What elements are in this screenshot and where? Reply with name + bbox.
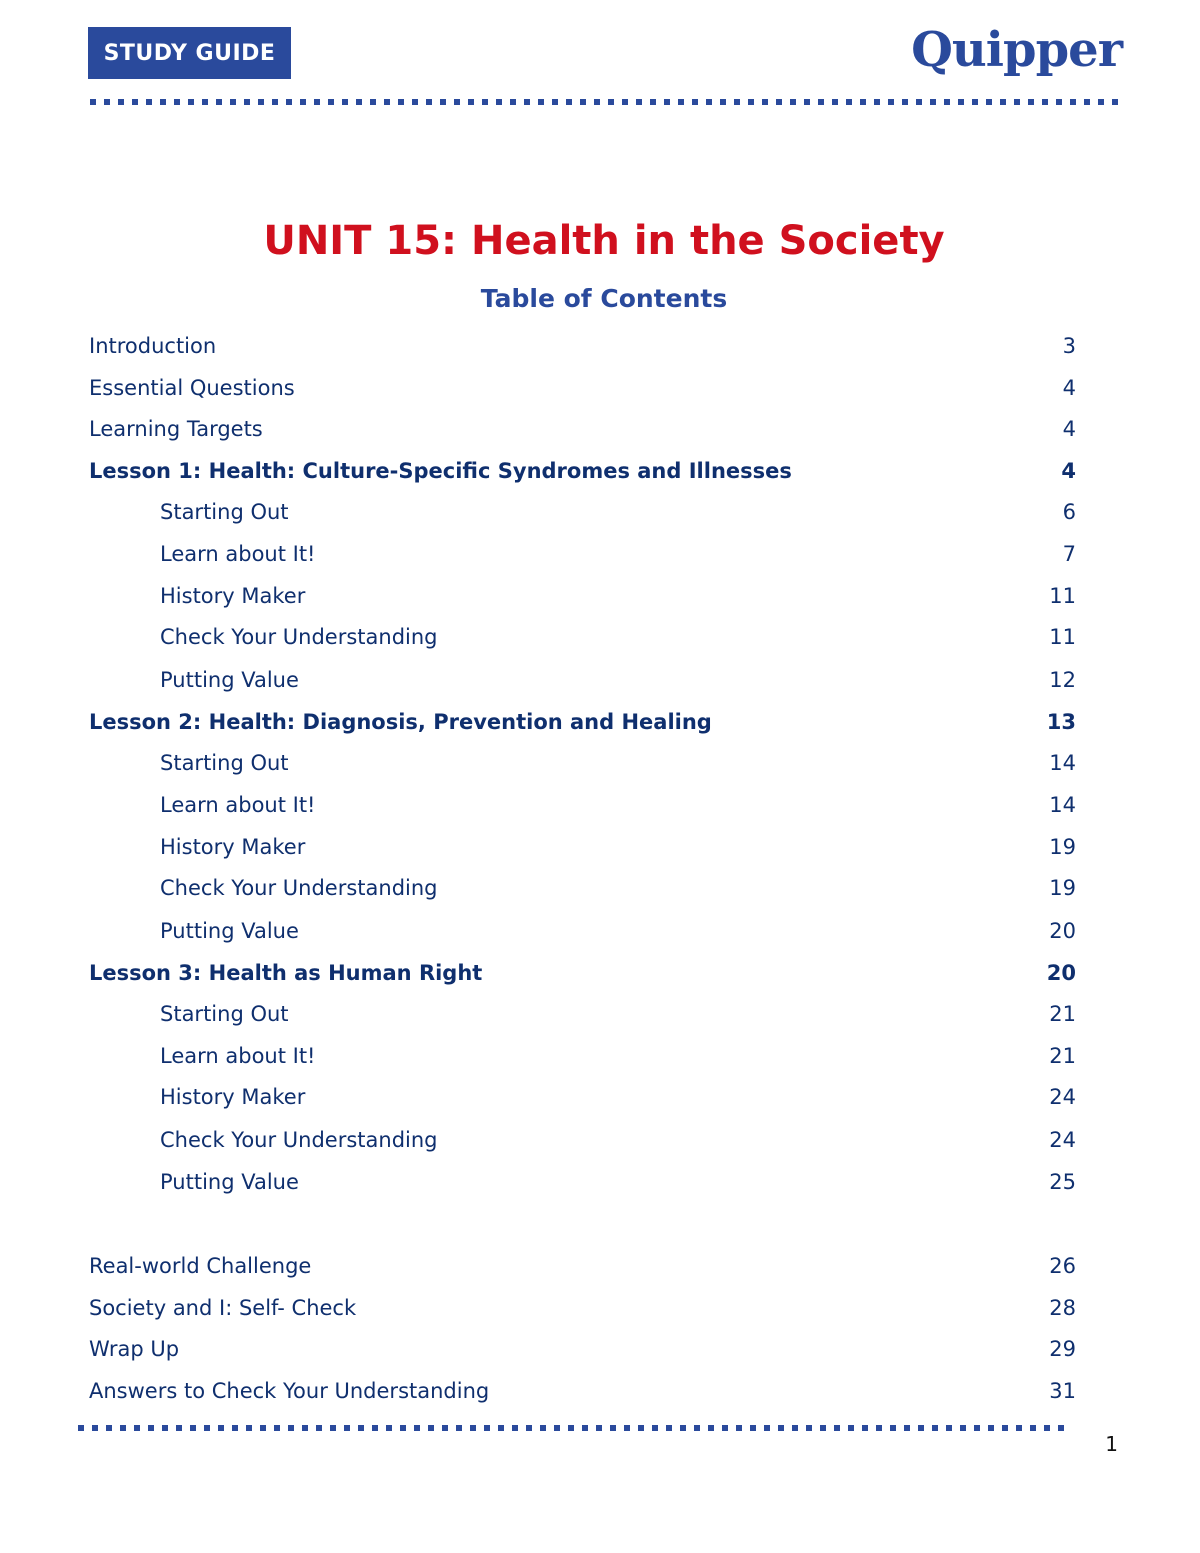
toc-subentry [160, 622, 1076, 652]
toc-entry-label: Essential Questions [89, 376, 295, 400]
toc-entry-label: Check Your Understanding [160, 625, 438, 649]
toc-subentry [160, 665, 1076, 695]
toc-entry-page: 4 [1061, 459, 1076, 483]
toc-heading: Table of Contents [480, 284, 728, 313]
toc-subentry [160, 497, 1076, 527]
header-divider [90, 99, 1122, 105]
unit-name: Health in the Society [471, 218, 945, 264]
toc-entry-label: Lesson 3: Health as Human Right [89, 961, 483, 985]
toc-entry-label: History Maker [160, 584, 306, 608]
toc-entry-label: History Maker [160, 835, 306, 859]
toc-subentry [160, 581, 1076, 611]
toc-entry-label: Real-world Challenge [89, 1254, 312, 1278]
quipper-logo: Quipper [911, 22, 1122, 78]
toc-entry-page: 20 [1049, 919, 1076, 943]
toc-subentry [160, 916, 1076, 946]
toc-entry-page: 31 [1049, 1379, 1076, 1403]
toc-entry-page: 3 [1062, 334, 1076, 358]
toc-entry-page: 7 [1062, 542, 1076, 566]
toc-entry [89, 331, 1076, 361]
toc-entry-page: 25 [1049, 1170, 1076, 1194]
toc-entry-label: Introduction [89, 334, 217, 358]
toc-entry [89, 1251, 1076, 1281]
toc-entry-page: 4 [1062, 376, 1076, 400]
toc-entry [89, 1376, 1076, 1406]
toc-entry-page: 19 [1049, 835, 1076, 859]
toc-lesson-entry [89, 456, 1076, 486]
toc-entry-page: 13 [1046, 710, 1076, 734]
toc-entry-label: Wrap Up [89, 1337, 180, 1361]
toc-entry-page: 11 [1049, 625, 1076, 649]
toc-subentry [160, 1082, 1076, 1112]
toc-entry-label: Check Your Understanding [160, 876, 438, 900]
toc-entry-label: Answers to Check Your Understanding [89, 1379, 490, 1403]
study-guide-badge: STUDY GUIDE [88, 27, 291, 79]
toc-entry-label: Starting Out [160, 1002, 289, 1026]
toc-subentry [160, 539, 1076, 569]
toc-subentry [160, 999, 1076, 1029]
toc-entry-page: 19 [1049, 876, 1076, 900]
toc-subentry [160, 748, 1076, 778]
toc-entry-page: 14 [1049, 751, 1076, 775]
toc-entry-label: Learn about It! [160, 793, 316, 817]
toc-entry-page: 29 [1049, 1337, 1076, 1361]
unit-title [0, 218, 1200, 264]
toc-entry-label: Learn about It! [160, 542, 316, 566]
toc-entry-label: Learning Targets [89, 417, 263, 441]
toc-entry-label: Lesson 2: Health: Diagnosis, Prevention and Healing [89, 710, 712, 734]
toc-entry-label: Check Your Understanding [160, 1128, 438, 1152]
toc-entry-page: 24 [1049, 1085, 1076, 1109]
toc-entry-page: 6 [1062, 500, 1076, 524]
toc-entry-label: Starting Out [160, 751, 289, 775]
toc-entry-page: 26 [1049, 1254, 1076, 1278]
toc-entry-page: 12 [1049, 668, 1076, 692]
toc-entry-page: 28 [1049, 1296, 1076, 1320]
toc-entry-page: 14 [1049, 793, 1076, 817]
toc-entry-page: 21 [1049, 1044, 1076, 1068]
toc-entry-page: 20 [1046, 961, 1076, 985]
toc-entry-label: Learn about It! [160, 1044, 316, 1068]
toc-entry [89, 1293, 1076, 1323]
page-number: 1 [1105, 1432, 1118, 1456]
toc-entry [89, 1334, 1076, 1364]
toc-entry-label: Putting Value [160, 1170, 299, 1194]
toc-subentry [160, 1125, 1076, 1155]
unit-number: UNIT 15: [263, 218, 458, 264]
toc-entry-page: 4 [1062, 417, 1076, 441]
toc-entry-label: History Maker [160, 1085, 306, 1109]
toc-entry [89, 414, 1076, 444]
toc-entry-label: Putting Value [160, 668, 299, 692]
toc-entry [89, 373, 1076, 403]
toc-entry-page: 24 [1049, 1128, 1076, 1152]
toc-entry-label: Putting Value [160, 919, 299, 943]
toc-subentry [160, 790, 1076, 820]
toc-entry-page: 11 [1049, 584, 1076, 608]
toc-lesson-entry [89, 958, 1076, 988]
toc-entry-label: Society and I: Self- Check [89, 1296, 357, 1320]
toc-lesson-entry [89, 707, 1076, 737]
toc-subentry [160, 832, 1076, 862]
toc-entry-page: 21 [1049, 1002, 1076, 1026]
footer-divider [78, 1425, 1066, 1431]
toc-subentry [160, 1167, 1076, 1197]
toc-subentry [160, 1041, 1076, 1071]
toc-entry-label: Lesson 1: Health: Culture-Specific Syndromes and Illnesses [89, 459, 792, 483]
toc-entry-label: Starting Out [160, 500, 289, 524]
toc-subentry [160, 873, 1076, 903]
